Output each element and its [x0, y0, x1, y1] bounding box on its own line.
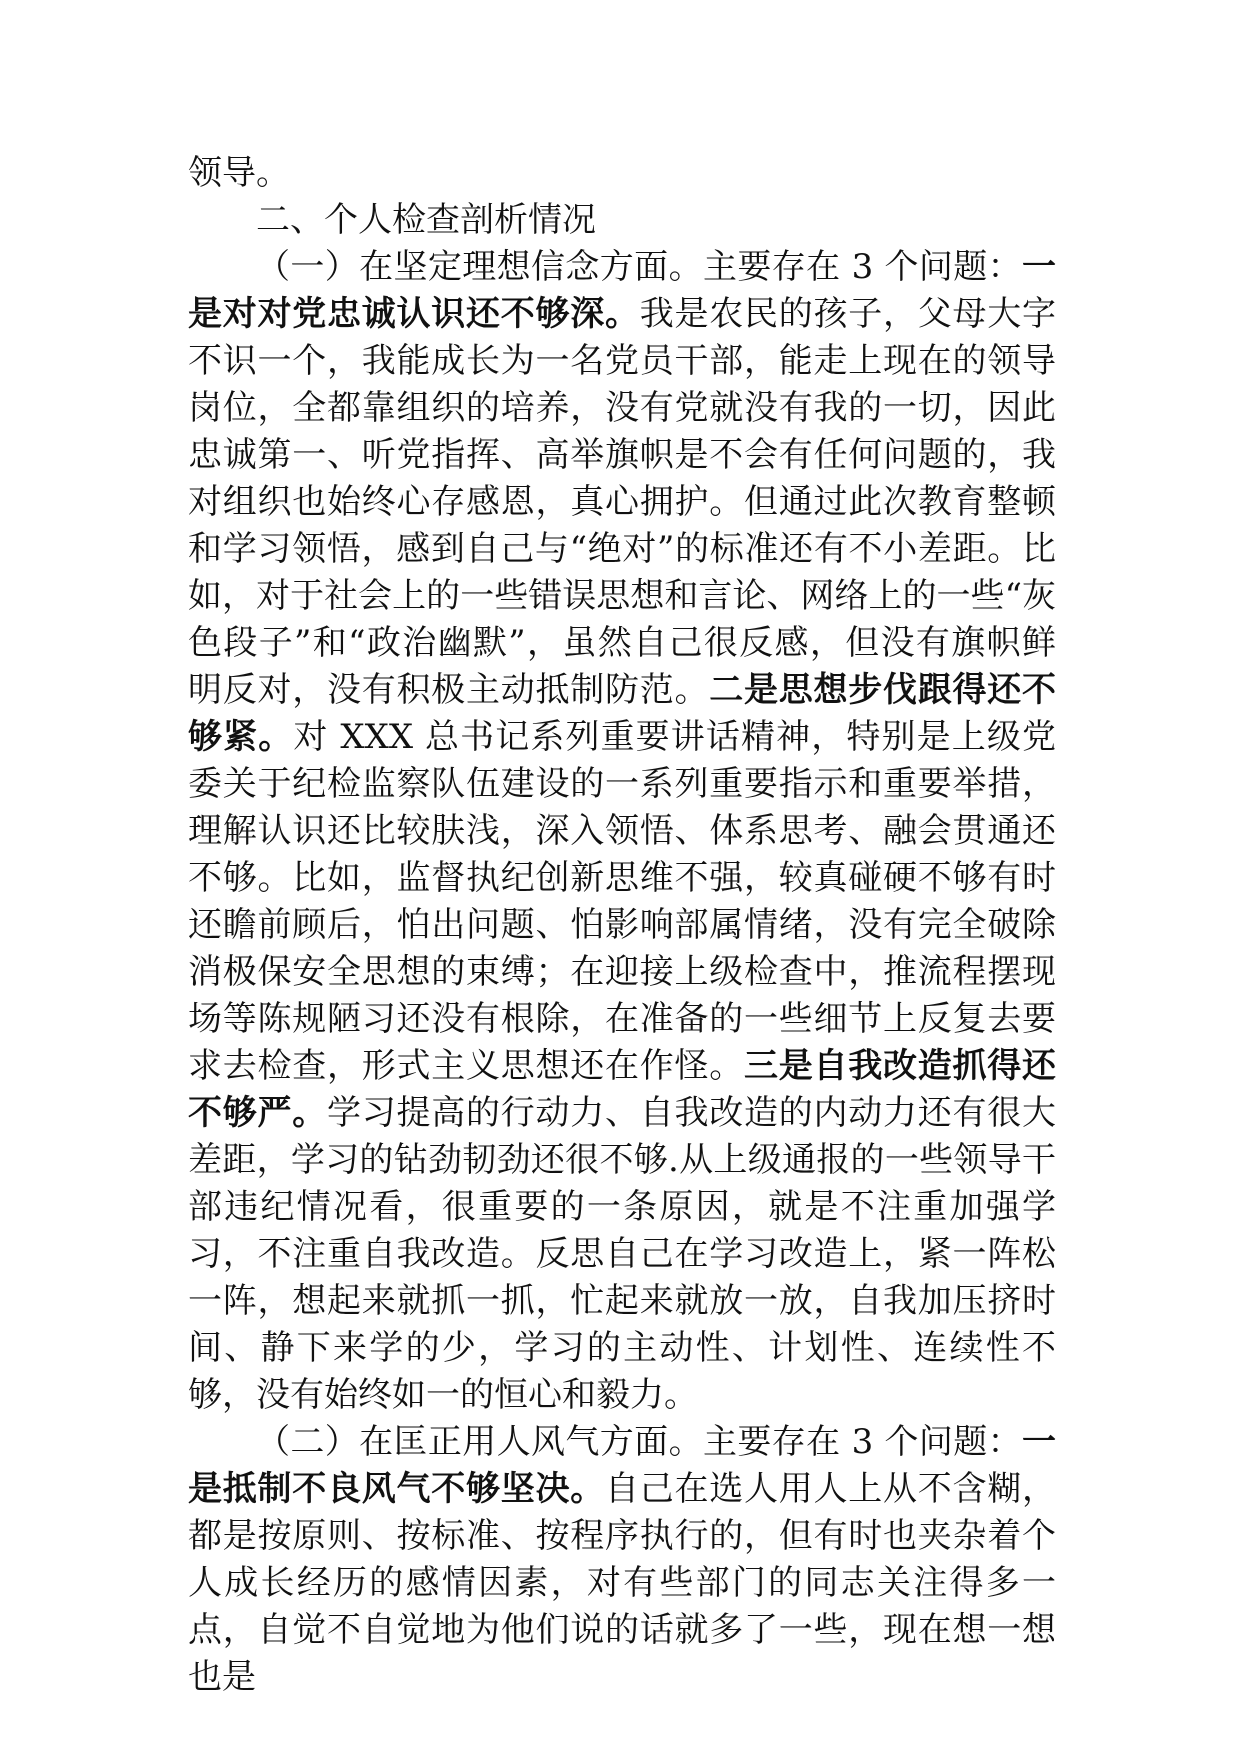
- paragraph-personnel-style: [188, 1419, 1056, 1701]
- bold-point-3: 三是自我改造抓得还不够严。: [188, 1046, 1056, 1133]
- paragraph-lead: （一）在坚定理想信念方面。主要存在 3 个问题：: [256, 247, 1022, 287]
- paragraph-ideals-beliefs: [188, 244, 1056, 1419]
- point-1-text: 自己在选人用人上从不含糊，都是按原则、按标准、按程序执行的，但有时也夹杂着个人成长经历的感情因素，对有些部门的同志关注得多一点，自觉不自觉地为他们说的话就多了一些，现在想一想也是: [188, 1469, 1056, 1697]
- bold-point-2: 二是思想步伐跟得还不够紧。: [188, 670, 1056, 757]
- bold-point-1: 一是抵制不良风气不够坚决。: [188, 1422, 1056, 1509]
- point-3-text: 学习提高的行动力、自我改造的内动力还有很大差距，学习的钻劲韧劲还很不够.从上级通报的一些领导干部违纪情况看，很重要的一条原因，就是不注重加强学习，不注重自我改造。反思自己在学习改造上，紧一阵松一阵，想起来就抓一抓，忙起来就放一放，自我加压挤时间、静下来学的少，学习的主动性、计划性、连续性不够，没有始终如一的恒心和毅力。: [188, 1093, 1056, 1415]
- document-body: [188, 150, 1056, 1701]
- point-1-text: 我是农民的孩子，父母大字不识一个，我能成长为一名党员干部，能走上现在的领导岗位，全都靠组织的培养，没有党就没有我的一切，因此忠诚第一、听党指挥、高举旗帜是不会有任何问题的，我对组织也始终心存感恩，真心拥护。但通过此次教育整顿和学习领悟，感到自己与“绝对”的标准还有不小差距。比如，对于社会上的一些错误思想和言论、网络上的一些“灰色段子”和“政治幽默”，虽然自己很反感，但没有旗帜鲜明反对，没有积极主动抵制防范。: [188, 294, 1056, 710]
- paragraph-continuation: 领导。: [188, 153, 290, 193]
- bold-point-1: 一是对对党忠诚认识还不够深。: [188, 247, 1056, 334]
- paragraph-lead: （二）在匡正用人风气方面。主要存在 3 个问题：: [256, 1422, 1022, 1462]
- section-heading: 二、个人检查剖析情况: [256, 200, 596, 240]
- point-2-text: 对 XXX 总书记系列重要讲话精神，特别是上级党委关于纪检监察队伍建设的一系列重要指示和重要举措，理解认识还比较肤浅，深入领悟、体系思考、融会贯通还不够。比如，监督执纪创新思维不强，较真碰硬不够有时还瞻前顾后，怕出问题、怕影响部属情绪，没有完全破除消极保安全思想的束缚；在迎接上级检查中，推流程摆现场等陈规陋习还没有根除，在准备的一些细节上反复去要求去检查，形式主义思想还在作怪。: [188, 717, 1057, 1086]
